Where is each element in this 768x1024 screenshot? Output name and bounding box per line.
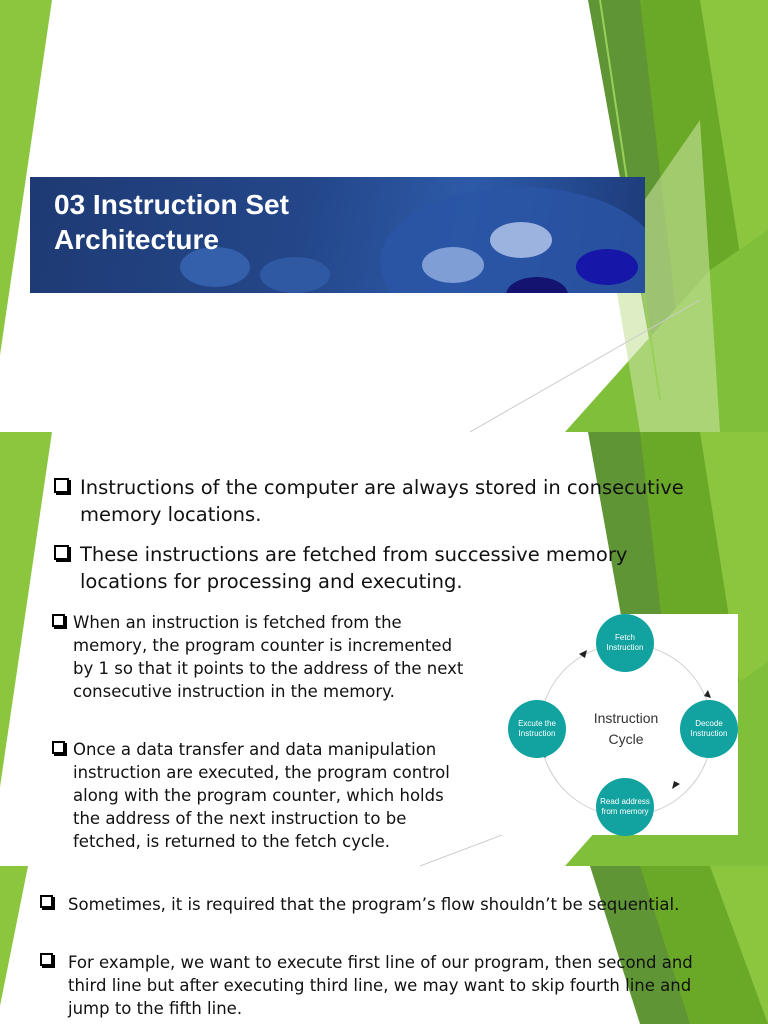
slide-1	[0, 0, 768, 432]
checkbox-bullet-icon	[52, 741, 65, 754]
cycle-center-label: Instruction Cycle	[593, 710, 659, 747]
gamepad-button	[576, 249, 638, 285]
fetch-instruction-node: Fetch Instruction	[596, 614, 654, 672]
checkbox-bullet-icon	[52, 614, 65, 627]
bullet-text: Once a data transfer and data manipulation instruction are executed, the program control along with the program counter, which holds the address of the next instruction to be fetched, is returned to the fetch cycle.	[73, 740, 450, 851]
bullet-item	[38, 951, 728, 1020]
keyboard-key-shape	[260, 257, 330, 293]
execute-instruction-node: Excute the Instruction	[508, 700, 566, 758]
gamepad-button	[422, 247, 484, 283]
instruction-cycle-diagram	[500, 614, 738, 835]
decode-instruction-node: Decode Instruction	[680, 700, 738, 758]
clipped-bullet-area	[0, 736, 500, 866]
checkbox-bullet-icon	[54, 478, 69, 493]
bullet-text: These instructions are fetched from successive memory locations for processing and executing.	[80, 543, 628, 593]
bullet-text: Instructions of the computer are always stored in consecutive memory locations.	[80, 476, 684, 526]
bullet-item	[48, 541, 718, 595]
bullet-text: For example, we want to execute first line of our program, then second and third line but after executing third line, we may want to skip fourth line and jump to the fifth line.	[68, 953, 693, 1018]
bullet-text: Sometimes, it is required that the program’s flow shouldn’t be sequential.	[68, 895, 680, 914]
checkbox-bullet-icon	[40, 895, 53, 908]
read-address-node: Read address from memory	[596, 778, 654, 836]
title-banner	[30, 177, 645, 293]
gamepad-button	[490, 222, 552, 258]
bullet-text: When an instruction is fetched from the memory, the program counter is incremented by 1 so that it points to the address of the next consecutive instruction in the memory.	[73, 613, 464, 701]
bullet-item	[38, 893, 728, 916]
checkbox-bullet-icon	[54, 545, 69, 560]
bullet-item	[48, 474, 708, 528]
arrow-icon	[672, 781, 680, 789]
checkbox-bullet-icon	[40, 953, 53, 966]
bullet-item	[48, 738, 458, 853]
bullet-item	[48, 611, 468, 703]
slide-title: 03 Instruction Set Architecture	[54, 189, 289, 255]
